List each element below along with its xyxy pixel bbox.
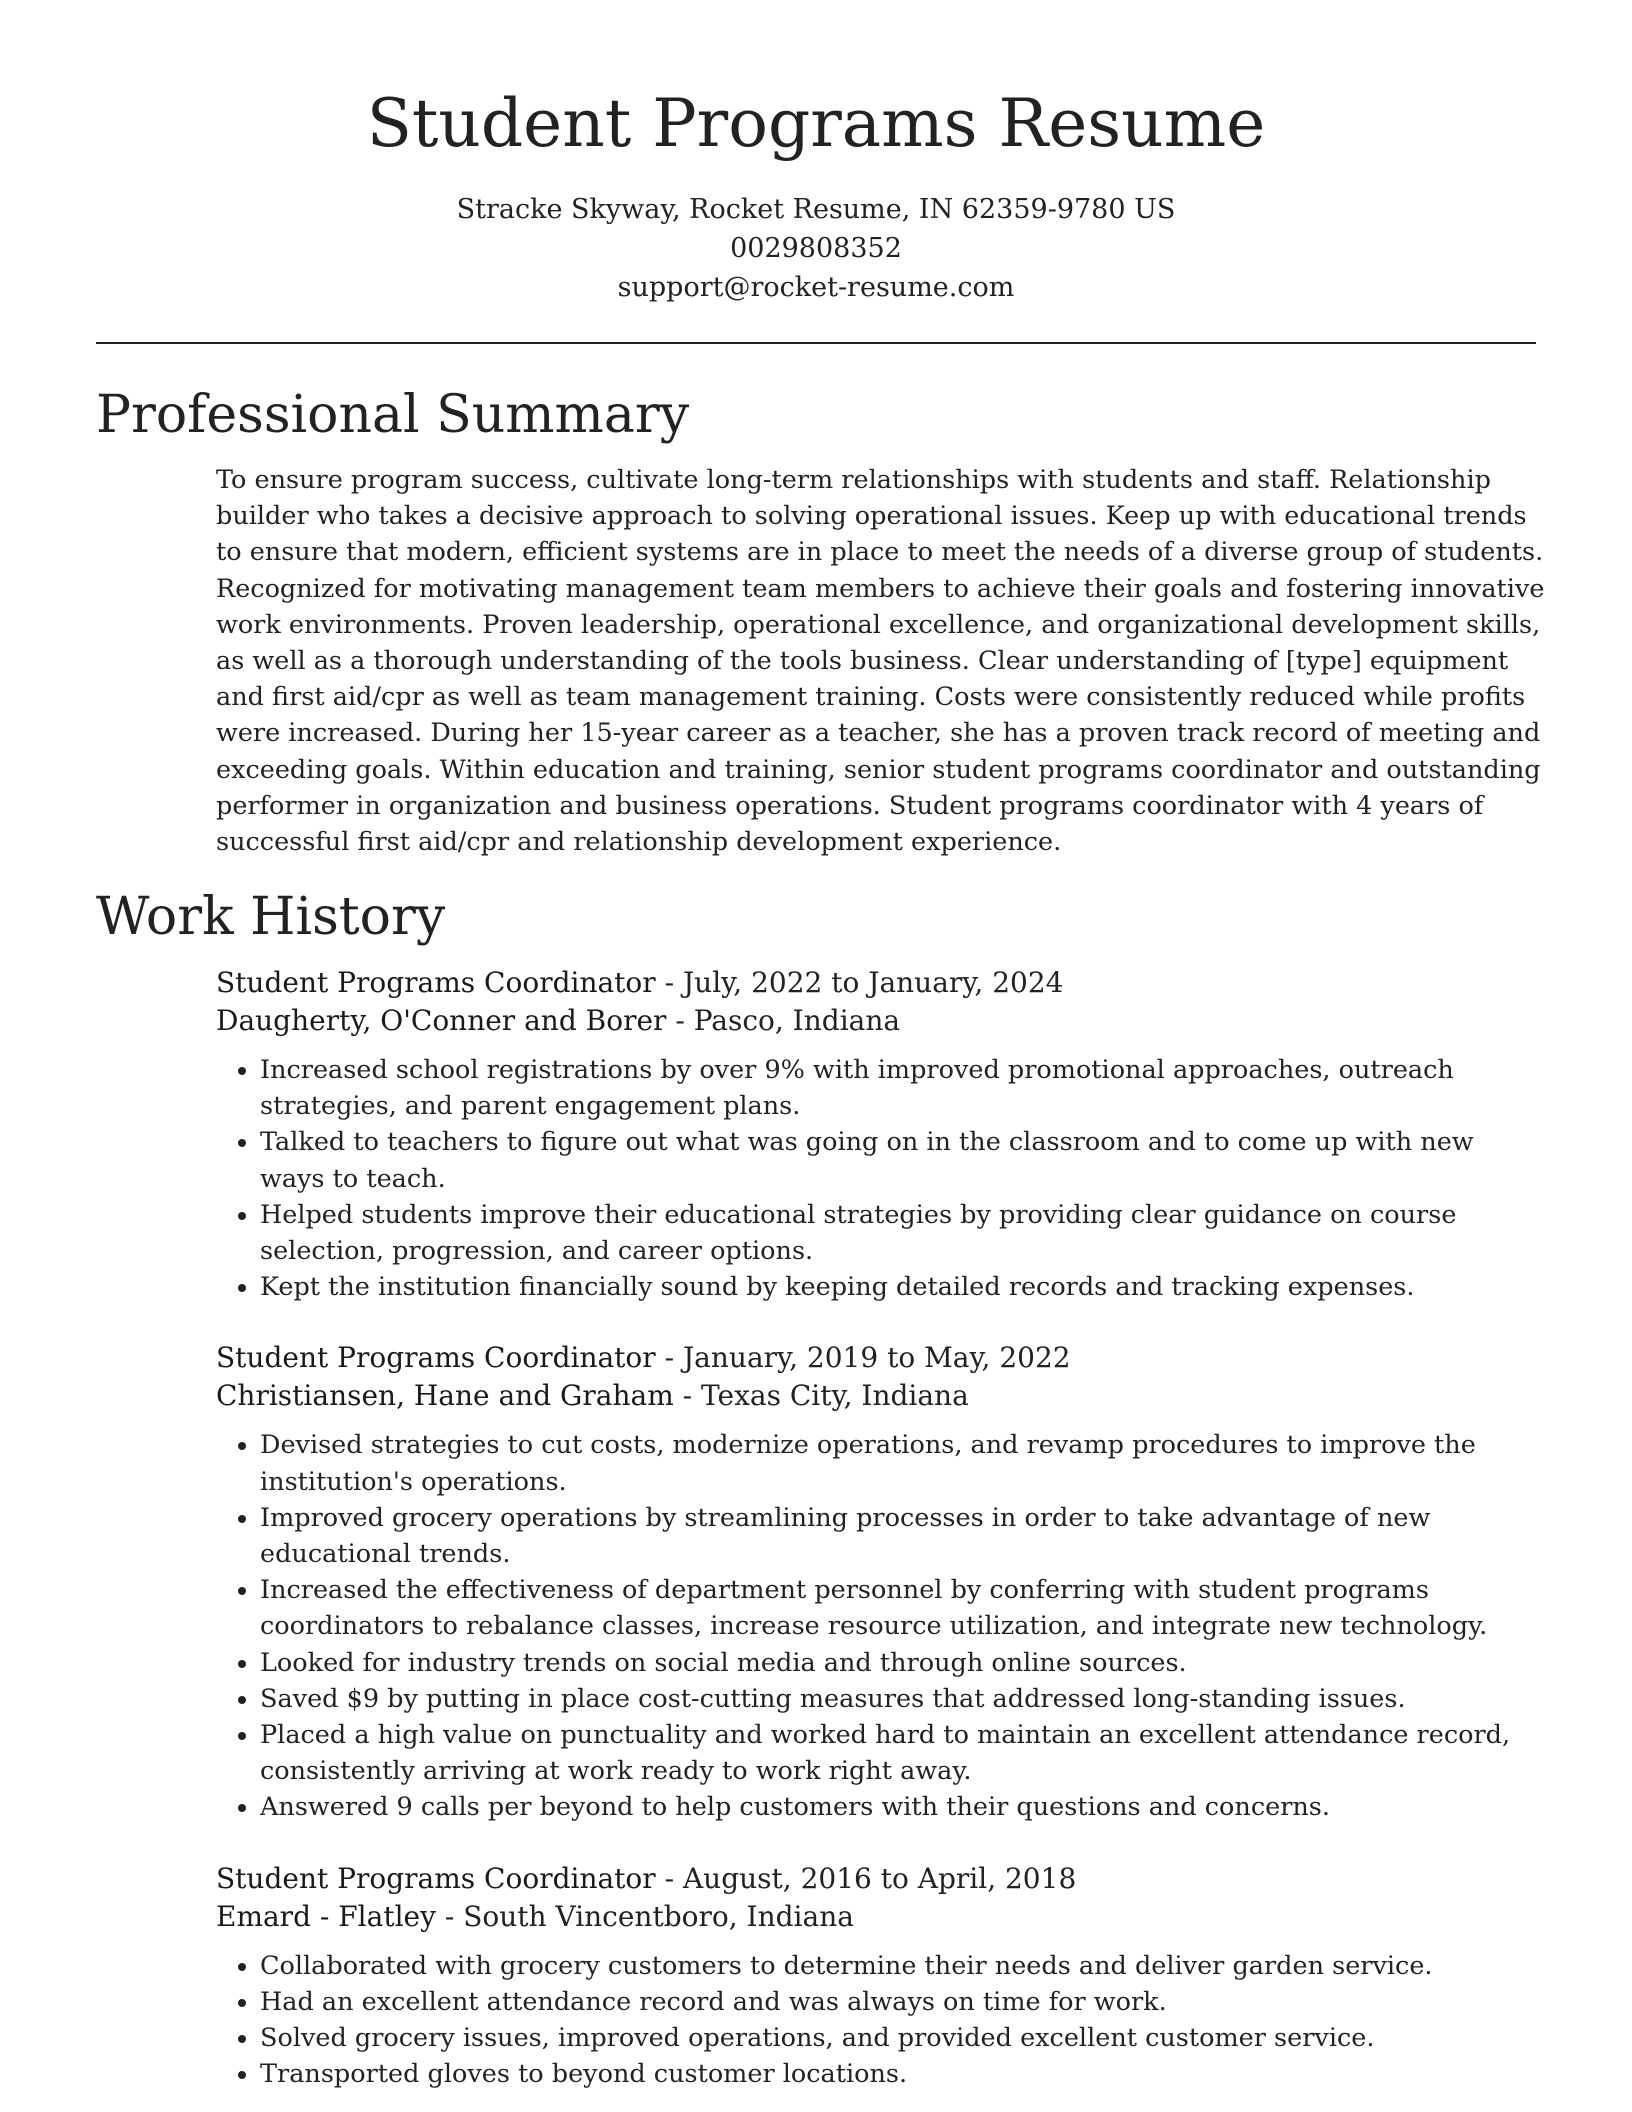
job-company-line: [216, 1002, 1546, 1040]
job-dates: July, 2022 to January, 2024: [682, 966, 1064, 999]
job-bullet: • Increased the effectiveness of department personnel by conferring with student programs coordinators to rebalance classes, increase resource utilization, and integrate new technology.: [260, 1572, 1546, 1644]
job-bullet: • Looked for industry trends on social media and through online sources.: [260, 1645, 1546, 1681]
job-separator: -: [655, 1861, 683, 1895]
resume-title: Student Programs Resume: [366, 85, 1266, 162]
job-entry: [216, 1860, 1546, 2093]
job-title-line: [216, 1339, 1546, 1377]
job-title-line: [216, 1860, 1546, 1898]
job-separator: -: [435, 1899, 464, 1933]
job-separator: -: [655, 966, 683, 999]
job-bullet: • Placed a high value on punctuality and worked hard to maintain an excellent attendance record, consistently arriving at work ready to work right away.: [260, 1717, 1546, 1789]
job-bullet: • Kept the institution financially sound by keeping detailed records and tracking expenses.: [260, 1269, 1546, 1305]
job-company-line: [216, 1898, 1546, 1936]
job-separator: -: [655, 1341, 683, 1375]
job-bullet: • Improved grocery operations by streamlining processes in order to take advantage of new educational trends.: [260, 1500, 1546, 1572]
work-history-heading: Work History: [96, 887, 446, 947]
job-bullets: [216, 1948, 1546, 2093]
contact-block: [0, 190, 1632, 307]
job-bullet: • Had an excellent attendance record and was always on time for work.: [260, 1984, 1546, 2020]
job-bullets: [216, 1052, 1546, 1305]
job-company: Daugherty, O'Conner and Borer: [216, 1004, 667, 1037]
job-separator: -: [666, 1004, 694, 1037]
job-bullet: • Answered 9 calls per beyond to help customers with their questions and concerns.: [260, 1789, 1546, 1825]
job-bullet: • Saved $9 by putting in place cost-cutting measures that addressed long-standing issues.: [260, 1681, 1546, 1717]
contact-address: Stracke Skyway, Rocket Resume, IN 62359-9780 US: [456, 194, 1176, 225]
professional-summary-text: To ensure program success, cultivate long-term relationships with students and staff. Relationship builder who takes a decisive approach to solving operational issues. Keep up with educational trends to ensure that modern, efficient systems are in place to meet the needs of a diverse group of students. Recognized for motivating management team members to achieve their goals and fostering innovative work environments. Proven leadership, operational excellence, and organizational development skills, as well as a thorough understanding of the tools business. Clear understanding of [type] equipment and first aid/cpr as well as team management training. Costs were consistently reduced while profits were increased. During her 15-year career as a teacher, she has a proven track record of meeting and exceeding goals. Within education and training, senior student programs coordinator and outstanding performer in organization and business operations. Student programs coordinator with 4 years of successful first aid/cpr and relationship development experience.: [216, 465, 1545, 858]
job-dates: January, 2019 to May, 2022: [682, 1341, 1071, 1375]
job-bullet: • Transported gloves to beyond customer locations.: [260, 2056, 1546, 2092]
contact-phone: 0029808352: [730, 233, 902, 264]
job-location: Pasco, Indiana: [693, 1004, 901, 1037]
job-bullet: • Devised strategies to cut costs, modernize operations, and revamp procedures to improve the institution's operations.: [260, 1427, 1546, 1499]
job-entry: [216, 1339, 1546, 1825]
job-dates: August, 2016 to April, 2018: [682, 1861, 1077, 1895]
job-bullet: • Talked to teachers to figure out what was going on in the classroom and to come up with new ways to teach.: [260, 1124, 1546, 1196]
job-bullet: • Increased school registrations by over 9% with improved promotional approaches, outreach strategies, and parent engagement plans.: [260, 1052, 1546, 1124]
job-bullet: • Helped students improve their educational strategies by providing clear guidance on course selection, progression, and career options.: [260, 1197, 1546, 1269]
job-role: Student Programs Coordinator: [216, 1341, 656, 1375]
job-bullets: [216, 1427, 1546, 1825]
job-location: Texas City, Indiana: [701, 1379, 969, 1413]
job-bullet: • Collaborated with grocery customers to determine their needs and deliver garden service.: [260, 1948, 1546, 1984]
header-divider: [96, 342, 1536, 344]
professional-summary-heading: Professional Summary: [96, 385, 690, 445]
job-location: South Vincentboro, Indiana: [463, 1899, 854, 1933]
job-role: Student Programs Coordinator: [216, 966, 656, 999]
job-title-line: [216, 964, 1546, 1002]
job-separator: -: [673, 1379, 702, 1413]
work-history-list: [216, 964, 1546, 2092]
job-entry: [216, 964, 1546, 1305]
job-bullet: • Solved grocery issues, improved operations, and provided excellent customer service.: [260, 2020, 1546, 2056]
job-role: Student Programs Coordinator: [216, 1861, 656, 1895]
job-company: Christiansen, Hane and Graham: [216, 1379, 674, 1413]
job-company: Emard - Flatley: [216, 1899, 436, 1933]
contact-email: support@rocket-resume.com: [617, 272, 1015, 303]
job-company-line: [216, 1377, 1546, 1415]
